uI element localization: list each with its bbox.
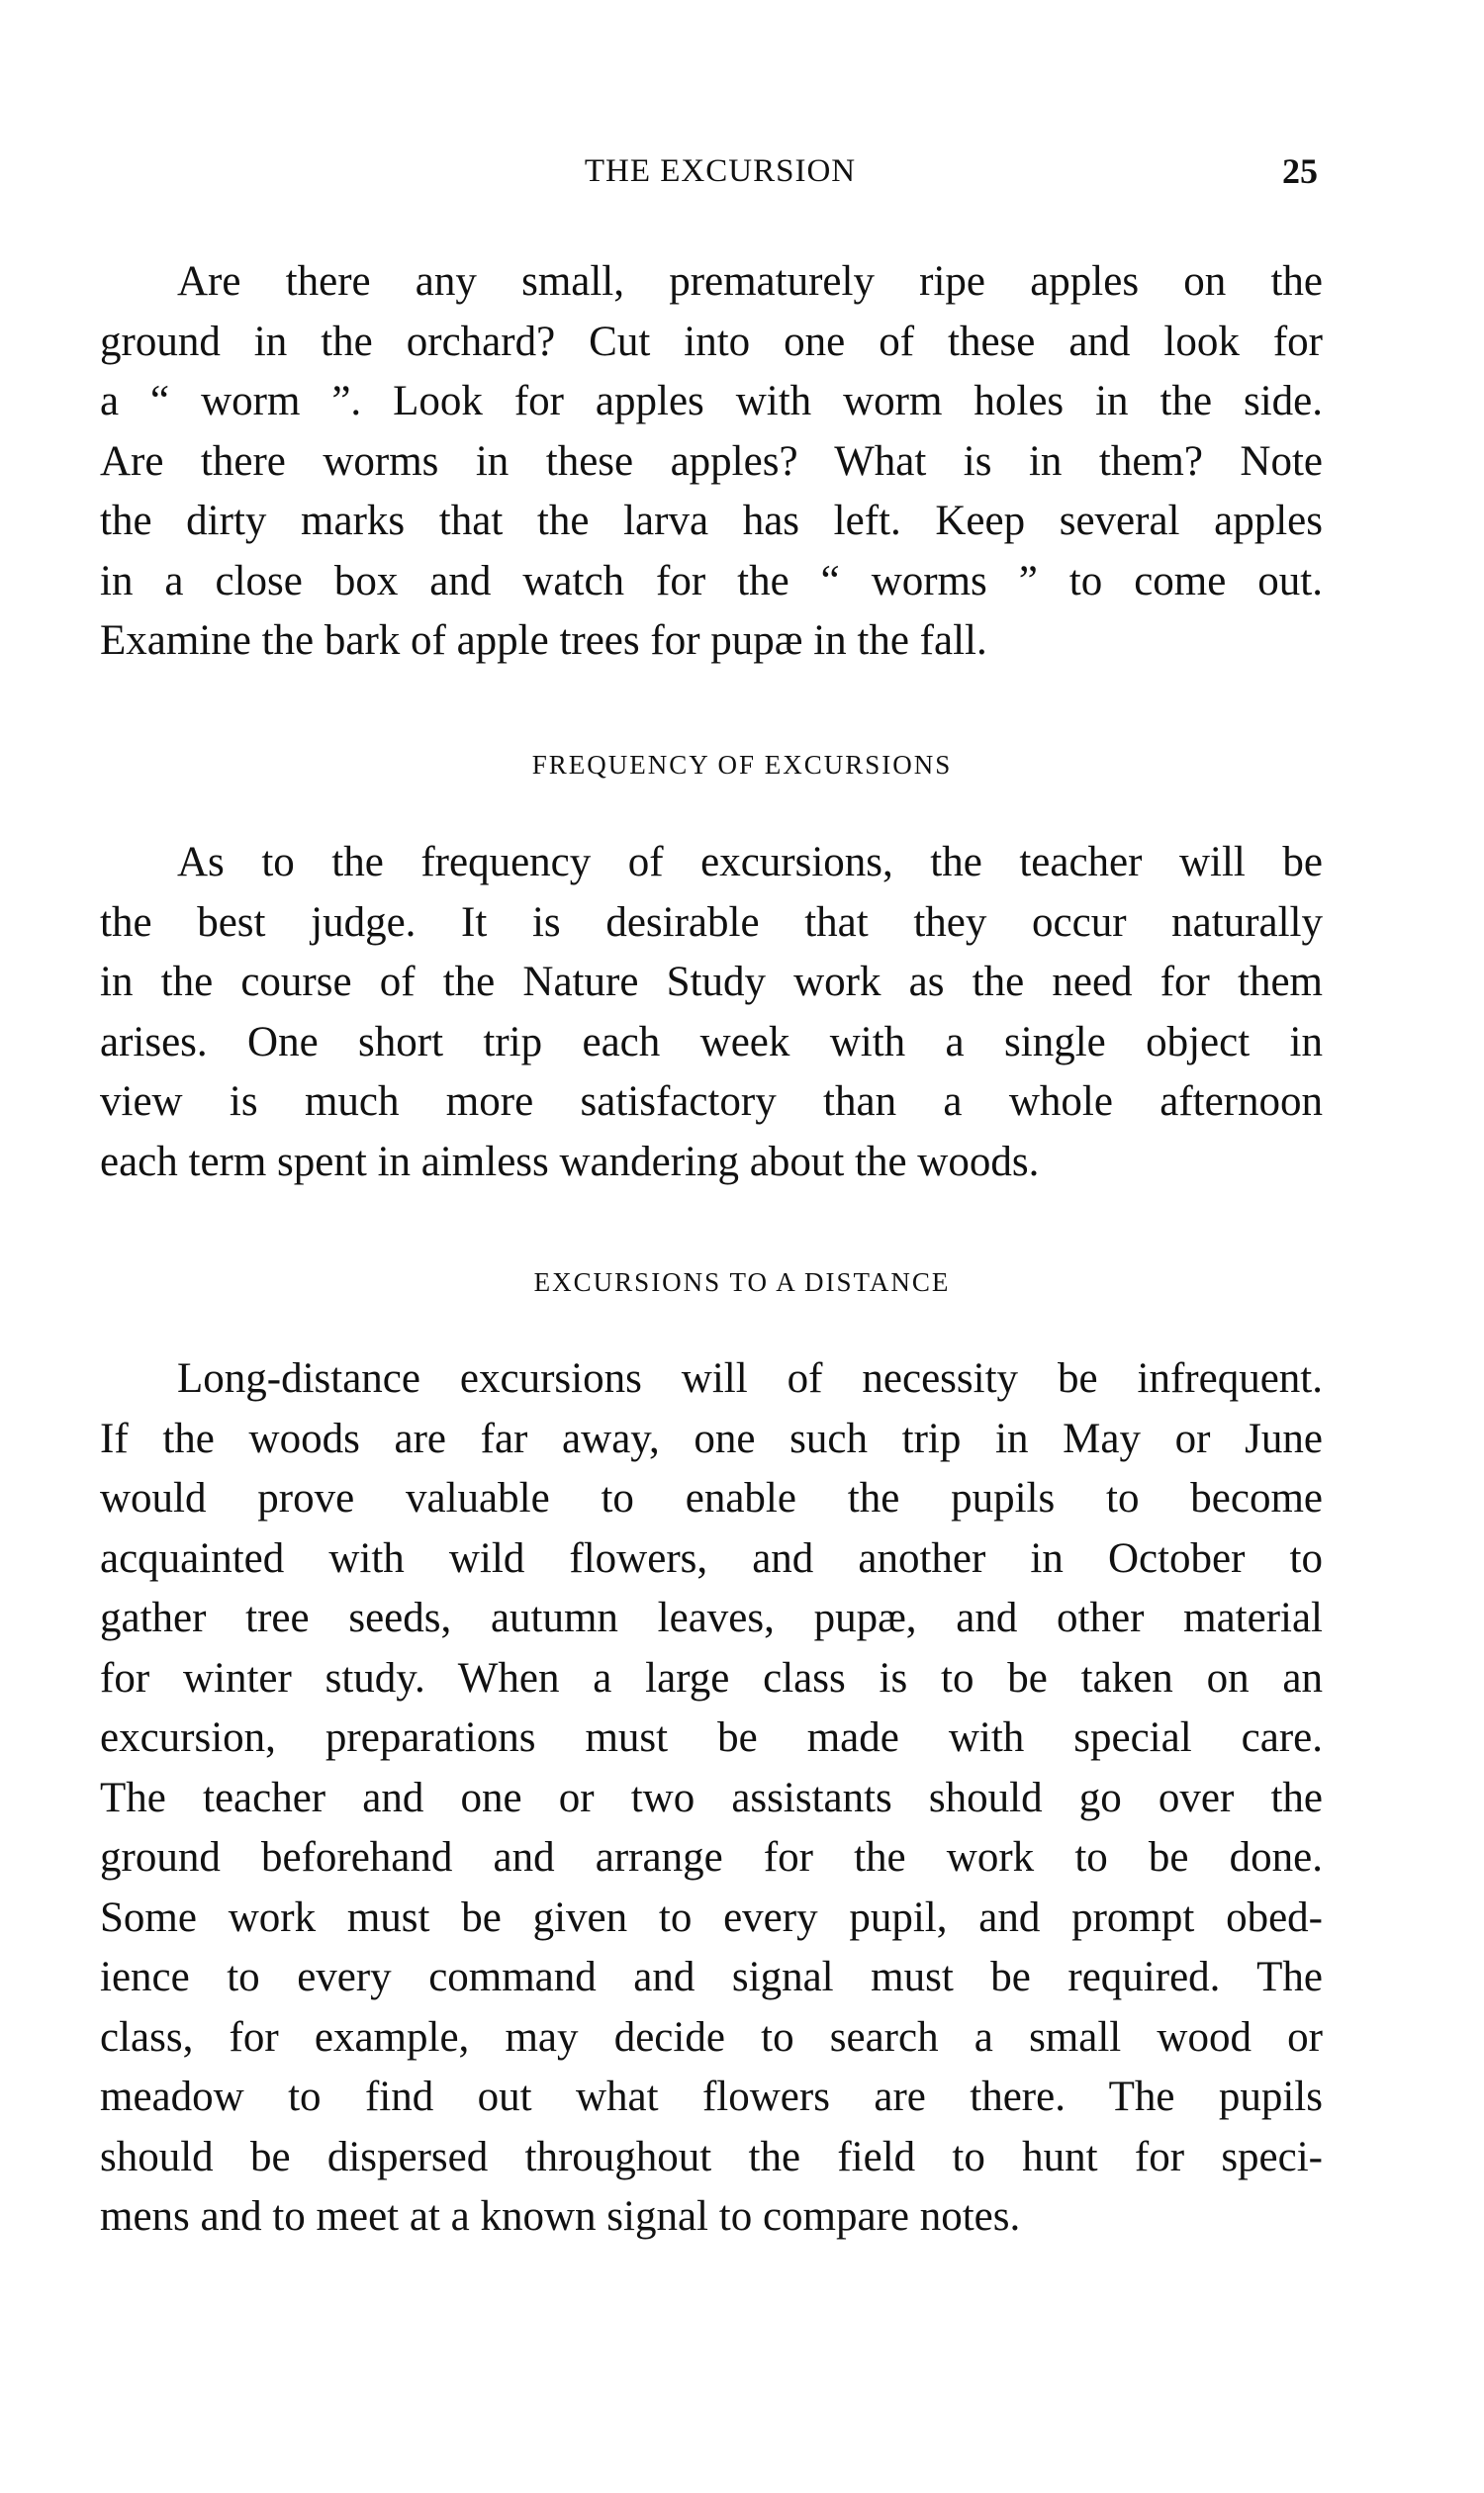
text-line: Are there any small, prematurely ripe apples on the [177,258,1323,305]
paragraph-frequency [100,833,1323,1192]
text-line: ground in the orchard? Cut into one of these and look for [100,318,1323,365]
text-line: the dirty marks that the larva has left. Keep several apples [100,498,1323,544]
text-line: Long-distance excursions will of necessity be infrequent. [177,1355,1323,1402]
paragraph-distance [100,1349,1323,2248]
text-line: excursion, preparations must be made with special care. [100,1714,1323,1761]
text-line: arises. One short trip each week with a single object in [100,1018,1323,1065]
page-number: 25 [1282,151,1318,191]
section-heading-distance: EXCURSIONS TO A DISTANCE [533,1267,951,1297]
text-line: As to the frequency of excursions, the teacher will be [177,839,1323,885]
text-line: for winter study. When a large class is to be taken on an [100,1654,1323,1702]
text-line: gather tree seeds, autumn leaves, pupæ, and other material [100,1595,1323,1641]
section-heading-frequency: FREQUENCY OF EXCURSIONS [531,750,953,780]
text-line: mens and to meet at a known signal to compare notes. [100,2193,1021,2240]
text-line: in a close box and watch for the “ worms ” to come out. [100,557,1323,604]
text-line: acquainted with wild flowers, and another in October to [100,1534,1323,1582]
text-line: The teacher and one or two assistants should go over the [100,1774,1323,1821]
text-line: Examine the bark of apple trees for pupæ in the fall. [100,617,987,664]
text-line: meadow to find out what flowers are there. The pupils [100,2074,1323,2120]
text-line: If the woods are far away, one such trip in May or June [100,1415,1323,1462]
paragraph-apples [100,252,1323,672]
text-line: a “ worm ”. Look for apples with worm holes in the side. [100,378,1323,424]
text-line: Are there worms in these apples? What is in them? Note [100,437,1323,485]
text-line: view is much more satisfactory than a whole afternoon [100,1078,1323,1125]
text-line: ience to every command and signal must be required. The [100,1954,1323,2000]
text-line: the best judge. It is desirable that they occur naturally [100,898,1323,946]
text-line: would prove valuable to enable the pupils to become [100,1475,1323,1522]
running-head [0,146,1484,196]
text-line: should be dispersed throughout the field to hunt for speci- [100,2133,1323,2180]
text-line: in the course of the Nature Study work as the need for them [100,959,1323,1005]
chapter-title: THE EXCURSION [584,153,857,189]
text-line: ground beforehand and arrange for the work to be done. [100,1834,1323,1881]
text-line: class, for example, may decide to search a small wood or [100,2013,1323,2061]
text-line: each term spent in aimless wandering about the woods. [100,1138,1040,1185]
text-line: Some work must be given to every pupil, and prompt obed- [100,1893,1323,1941]
